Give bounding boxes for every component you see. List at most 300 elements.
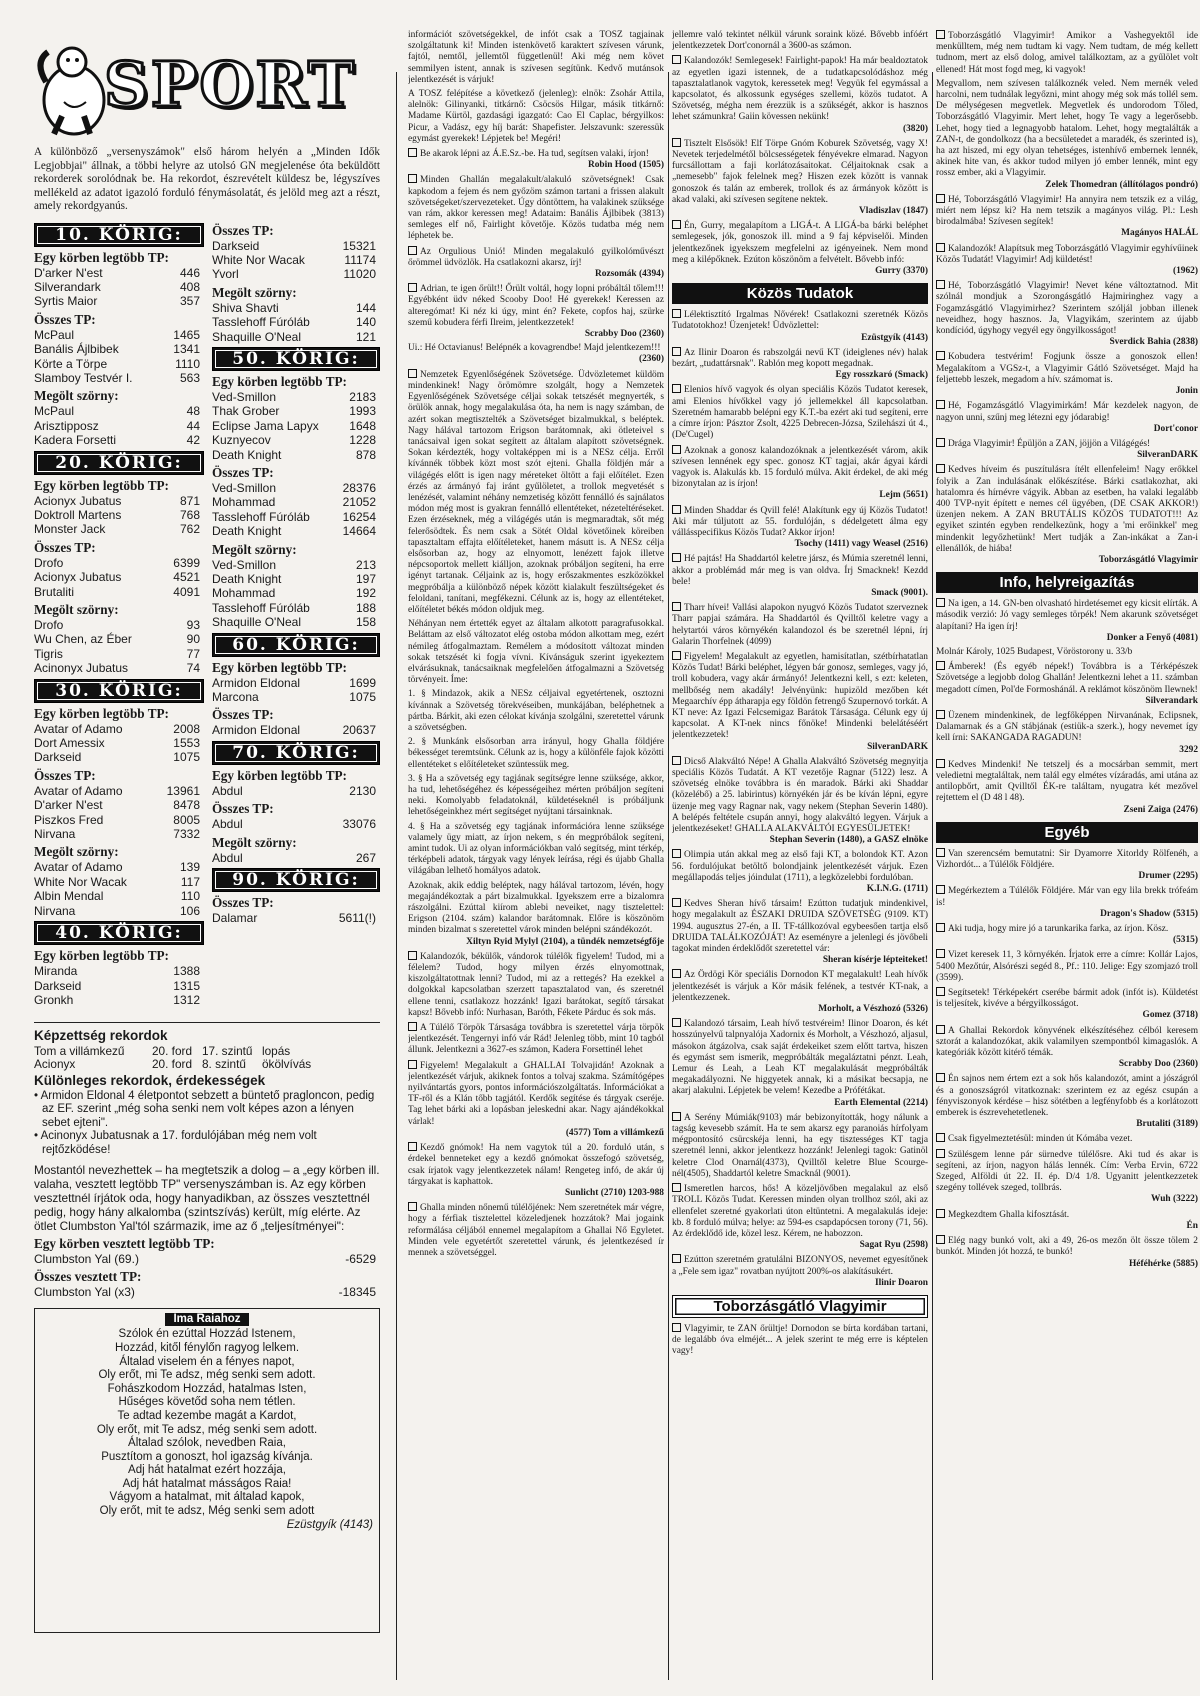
letter-signature: SilveranDARK	[1137, 450, 1198, 461]
sport-header	[34, 30, 380, 142]
letter-item	[408, 774, 664, 819]
record-value: 1553	[173, 736, 200, 751]
letter-text: Nemzetek Egyenlőségének Szövetsége. Üdvözletemet küldöm mindenkinek! Nagy örömömre szolgált, hogy a Nemzetek Egyenlőségének Szövetsége céljai sokak tetszését megnyerték, s örülök annak, hogy megalakulása óta, ha nem is nagy számban, de azért sokan megtisztelték a Szövetséget bizalmukkal, s beléptek. Nagy hálával tartozom Erigson barátomnak, aki ötleteivel s tanácsaival igen sokat segített az általam alapított szövetségnek. Sokan kérdezték, hogy voltaképpen mi is a NESz célja. Erről kívánnék többek közt most szót ejteni. Ghalla földjén már a világégés előtt is igen nagy méreteket öltött a faji előítélet. Ezen érzés az ármányó faj iránt gyűlöletet, a trollok megvetését s lenézését, valamint néhány nemzetiség között fennálló és sajnálatos módon még most is gyakran fennálló ellentéteket, nézeteltéréseket. Ezen érzéseknek, még a világégés után is megmaradtak, sőt még felerősödtek. És nem csak a Sötét Oldal követőinek köreiben tapasztaltam effajta előítéleteket, hanem másutt is. A NESz célja elsősorban az, hogy az elnyomott, lenézett fajok illetve népcsoportok mellett kiálljon, azoknak próbáljon segíteni, ha erre igényt tartanak. Céljaink az is, hogy erőszakmentes eszközökkel megpróbálja a különböző népek között kialakult feszültségeket és feloldani, tanítani, megfékezni. Célunk az is, hogy az ellentéteket, előítéletet békés módon oldjuk meg.	[408, 369, 664, 615]
checkbox-icon	[672, 553, 681, 562]
record-value: 90	[186, 632, 200, 647]
checkbox-icon	[936, 438, 945, 447]
record-name: D'arker N'est	[34, 265, 103, 280]
letter-signature: Toborzásgátló Vlagyimir	[1098, 554, 1198, 565]
record-row	[34, 618, 204, 632]
record-value: 1993	[349, 404, 376, 419]
record-row	[212, 586, 380, 600]
checkbox-icon	[672, 602, 681, 611]
record-value: 117	[180, 874, 200, 889]
record-name: Darkseid	[212, 238, 260, 253]
record-value: 1312	[173, 992, 200, 1007]
letter-item	[408, 174, 664, 242]
record-value: 267	[355, 850, 376, 865]
letter-text: Az Orgulious Unió! Minden megalakuló gyilkolóművészt őrömmel üdvözlök. Ha csatlakozni akarsz, írj!	[408, 246, 664, 268]
letter-item	[936, 400, 1198, 435]
letter-text: Tharr hívei! Vallási alapokon nyugvó Közös Tudatot szerveznek Tharr papjai számára. Ha Shaddartól és Qvilltől keletre vagy a helytartói város környékén kalandozol és be szeretnél lépni, írj Galarin Thorfelnek (4099)	[672, 603, 928, 647]
letter-item	[672, 347, 928, 382]
checkbox-icon	[408, 1142, 417, 1151]
letter-text: Van szerencsém bemutatni: Sir Dyamorre Xitorldy Rölfenéh, a Vizhordót... a Túlélők Földjére.	[936, 848, 1198, 870]
record-name: Abdul	[212, 817, 243, 832]
record-row	[34, 632, 204, 646]
letter-item	[936, 243, 1198, 278]
letter-text: Néhányan nem értették egyet az általam alkotott paragrafusokkal. Beláttam az első változatot elég ostoba módon alkottam meg, ezért némileg átfogalmaztam. Remélem a módosított változat minden sokak tetszését ki fogja vívni. Kívánságuk szerint igyekeztem elvárásuknak, tanácsaiknak megfelelően átfogalmazni a Szövetség törvényeit. Íme:	[408, 619, 664, 686]
record-heading: Összes TP:	[212, 222, 274, 238]
record-row	[212, 404, 380, 418]
record-value: 7332	[173, 827, 200, 842]
poem-line: Általad szólok, nevedben Raia,	[128, 1437, 286, 1450]
letter-item	[936, 661, 1198, 707]
record-name: Arisztipposz	[34, 418, 99, 433]
letter-signature: Héféhérke (5885)	[1129, 1258, 1198, 1269]
letter-item	[408, 689, 664, 734]
letter-text: Minden Ghallán megalakult/alakuló szövetségnek! Csak kapkodom a fejem és nem győzöm számon tartani a frissen alakult szövetségeket/szervezeteket. Úgy döntöttem, ha valakinek szüksége van rám, akkor keressen meg! Adataim: Banális Ájlbibek (3813) semleges elf nő, Fairlight követője. Közös tudatba még nem léphetek be.	[408, 175, 664, 242]
letter-item	[672, 445, 928, 502]
record-value: 140	[355, 315, 376, 330]
letter-item	[408, 1142, 664, 1199]
letter-item	[936, 598, 1198, 644]
record-row: Clumbston Yal (x3) -18345	[34, 1285, 376, 1300]
record-row	[212, 433, 380, 447]
record-name: Nirvana	[34, 827, 76, 842]
record-row	[34, 570, 204, 584]
record-row	[34, 875, 204, 889]
letter-text: Segítsetek! Térképekért cserébe bármit adok (infót is). Küldetést is teljesítek, kivéve a bérgyilkosságot.	[936, 988, 1198, 1010]
record-row	[34, 294, 204, 308]
record-name: White Nor Wacak	[212, 252, 305, 267]
record-name: Thak Grober	[212, 404, 280, 419]
letter-item	[672, 309, 928, 344]
letter-text: Én, Gurry, megalapítom a LIGÁ-t. A LIGÁ-ba bárki beléphet semlegesek, jók, gonoszok ill. mind a 9 faj képviselői. Minden jelentkezőnek igyekszem megfelelni az igényeinek. Nem mond meg a kilépőknek. Ezúton köszönöm a felvételt. Bővebb infó:	[672, 221, 928, 265]
checkbox-icon	[936, 1073, 945, 1082]
record-name: Nirvana	[34, 903, 76, 918]
letter-signature: (1962)	[1173, 266, 1198, 277]
letter-text: Lélektisztító Irgalmas Nővérek! Csatlakozni szeretnék Közös Tudatotokhoz! Üzenjetek! Üdvözlettel:	[672, 310, 928, 332]
record-name: Darkseid	[34, 978, 82, 993]
record-row	[34, 813, 204, 827]
record-row	[34, 371, 204, 385]
letter-item	[936, 464, 1198, 566]
letter-signature: Sheran kísérje lépteiteket!	[822, 955, 928, 966]
letter-text: A Serény Múmiák(9103) már bebizonyították, hogy nálunk a tagság kevesebb számít. Ha te sem akarsz egy paranoiás hírfolyam mégpontosító csürcskéja lenni, ha egy tisztességes KT tagja szeretnél lenni, akkor jelentkezz hozzánk! Jelenlegi tagok: Gatinöl keletre Clod Onarnál(4373), Qvilltől keletre Blue Scourge-nél(4505), Shaddartól keletre Smacknál (9001).	[672, 1112, 928, 1179]
letter-text: Vizet keresek 11, 3 környékén. Írjatok erre a címre: Kollár Lajos, 5400 Mezőtúr, Alsórészi segéd 8., Pf.: 110. Jelige: Egy szomjazó troll (3599).	[936, 950, 1198, 983]
letter-signature: Xiltyn Ryid Mylyl (2104), a tündék nemzetségfője	[466, 936, 664, 947]
troll-mascot-icon	[34, 42, 112, 140]
letter-signature: Scrabby Doo (2360)	[1118, 1059, 1198, 1070]
skill-records	[34, 1028, 380, 1157]
letter-text: Tisztelt Elsősök! Elf Törpe Gnóm Koburek Szövetség, vagy X! Nevetek terjedelmétől bölcsességetek fényévekre elmarad. Nagyon furcsállottam a faji korlátozásaitokat. Céljaitoknak csak a „nemesebb" fajok felelnek meg? Hiszen ezek között is vannak gonoszok és talán az emberek, trollok és az ármányok között is akad valaki, aki szívesen segítene nektek.	[672, 138, 928, 205]
record-value: 16254	[342, 509, 376, 524]
record-name: Ved-Smillon	[212, 389, 277, 404]
record-name: Death Knight	[212, 572, 282, 586]
record-name: Tasslehoff Fúróláb	[212, 315, 310, 330]
record-heading: Összes TP:	[34, 311, 96, 327]
letter-item	[672, 1018, 928, 1109]
record-row	[34, 280, 204, 294]
record-row	[34, 750, 204, 764]
checkbox-icon	[672, 756, 681, 765]
skill-records-title: Képzettség rekordok	[34, 1027, 168, 1043]
checkbox-icon	[936, 194, 945, 203]
sport-intro: A különböző „versenyszámok" első három helyén a „Minden Idők Legjobbjai" állnak, a többi helyre az utolsó GN megjelenése óta beküldött rekorderek sorolódnak be. Ha rekordot, észrevételt küldesz be, légyszíves mellékeld az adatot igazoló forduló fénymásolatát, és jelöld meg azt a részt, amely rekordgyanús.	[34, 146, 380, 212]
letter-signature: Magányos HALÁL	[1121, 228, 1198, 239]
letter-item	[408, 89, 664, 145]
record-value: 28376	[342, 480, 376, 495]
letter-item	[672, 849, 928, 895]
record-heading: Megölt szörny:	[212, 834, 297, 850]
letter-text: Azoknak a gonosz kalandozóknak a jelentkezését várom, akik szívesen lennének egy spec. gonosz KT tagjai, akár ágyai kárdi vagyok is. Alakulás kb. 15 forduló múlva. Akit érdekel, de aki még bizonytalan az is írjon!	[672, 445, 928, 490]
letter-text: Megvallom, nem szívesen találkoznék veled. Nem mernék veled harcolni, nem tudnálak legyőzni, mint ahogy még sok más tollél sem. De mélységesen megvetlek. Megvetlek és undorodom Tőled, Toborzásgátló Vlagyimir. Mert lehet, hogy Te vagy a legerősebb. Lehet, hogy tied a legnagyobb hatalom. Lehet, hogy megtalálták a ZAN-t, de gondolkozz (ha a becsületedet a maradék, és szerinted is), ha azt hiszed, mi egy olyan tehetséges, istenhívő embernek lennék, akinek hite van, és akkor tudod milyen jó ember lennék, mint egy rossz ember, aki a Vlagyimir.	[936, 78, 1198, 179]
letter-item	[408, 951, 664, 1019]
letter-text: Kedves híveim és puszítulásra ítélt ellenfeleim! Nagy erőkkel folyik a Zan indulásának előkészítése. Bárki csatlakozhat, aki hatalomra és hírnévre vágyik. Abban az esetben, ha valaki legalább 400 TVP-nyit épített e nemes cél ügyében, (DE CSAK AKKOR!) üzenjen nekem. A ZAN BRUTÁLIS KÖZÖS TUDATOT!!! Az egyiket szintén egyben rendelkezünk, hogy a 'mi erőinkkel' meg mindenkit legyőzhetünk! Mert tudják a Zan-inkákat a Zan-i ellenállók, de hiába!	[936, 465, 1198, 554]
letter-text: Kobudera testvérim! Fogjunk össze a gonoszok ellen! Megalakítom a VGSz-t, a Vlagyimir Gátló Szövetséget. Majd ha feljettebb leszek, megadom a hív. számomat is.	[936, 352, 1198, 385]
record-name: McPaul	[34, 404, 75, 419]
letter-item	[672, 1112, 928, 1180]
record-name: Albin Mendal	[34, 889, 104, 904]
checkbox-icon	[672, 309, 681, 318]
record-row	[212, 601, 380, 615]
record-row	[212, 390, 380, 404]
checkbox-icon	[936, 280, 945, 289]
record-name: Doktroll Martens	[34, 507, 122, 522]
letter-signature: (4577) Tom a villámkezű	[565, 1127, 664, 1138]
record-heading: Megölt szörny:	[212, 284, 297, 300]
record-row	[212, 723, 380, 737]
letter-item	[672, 602, 928, 648]
record-value: 14664	[342, 524, 376, 539]
poem-line: Fohászkodom Hozzád, hatalmas Isten,	[107, 1382, 307, 1395]
checkbox-icon	[672, 1323, 681, 1332]
skill-row	[34, 1045, 380, 1058]
record-name: Armidon Eldonal	[212, 675, 301, 690]
record-value: 74	[186, 661, 200, 676]
record-row	[212, 690, 380, 704]
letter-signature: 3292	[1179, 744, 1198, 755]
record-row: Clumbston Yal (69.) -6529	[34, 1251, 376, 1266]
section-header: Info, helyreigazítás	[936, 572, 1198, 593]
checkbox-icon	[408, 148, 417, 157]
poem-line: Általad viselem én a fényes napot,	[119, 1355, 295, 1368]
record-value: 768	[179, 507, 200, 522]
record-value: 20637	[342, 723, 376, 738]
letter-item	[672, 553, 928, 599]
checkbox-icon	[936, 464, 945, 473]
letter-item	[936, 759, 1198, 816]
record-value: 48	[186, 404, 200, 419]
record-name: Yvorl	[212, 267, 239, 282]
record-row	[212, 239, 380, 253]
letter-text: Hé pajtás! Ha Shaddartól keletre jársz, és Múmia szeretnél lenni, akkor a problémád már meg is van oldva. Írj Smacknek! Kezdd bele!	[672, 554, 928, 587]
checkbox-icon	[936, 759, 945, 768]
record-name: Tasslehoff Fúróláb	[212, 600, 310, 615]
letter-signature: Sunlicht (2710) 1203-988	[565, 1187, 664, 1198]
record-row	[34, 964, 204, 978]
letter-text: Az Ilinir Doaron és rabszolgái nevű KT (ideiglenes név) halak bezárt, „tudattársnak". Rablón meg kopott megadnak.	[672, 347, 928, 370]
letter-signature: (5315)	[1173, 935, 1198, 946]
letter-item	[672, 30, 928, 52]
letter-signature: (2360)	[639, 354, 664, 365]
checkbox-icon	[936, 1235, 945, 1244]
letter-signature: Zseni Zaiga (2476)	[1123, 804, 1198, 815]
record-value: 188	[355, 600, 376, 615]
records-grid	[34, 220, 380, 1017]
checkbox-icon	[672, 55, 681, 64]
record-row	[34, 722, 204, 736]
checkbox-icon	[672, 138, 681, 147]
record-row	[212, 253, 380, 267]
record-value: 1075	[349, 690, 376, 705]
record-value: 106	[179, 903, 200, 918]
letter-signature: Ezüstgyík (4143)	[861, 332, 928, 343]
letter-item	[672, 384, 928, 441]
record-heading: Összes TP:	[34, 539, 96, 555]
record-value: 4091	[173, 584, 200, 599]
letters-column-3	[936, 30, 1198, 1680]
poem-line: Oly erőt, mit Te adsz, még senki sem adott.	[96, 1423, 318, 1436]
letter-signature: Brutaliti (3189)	[1136, 1119, 1198, 1130]
record-value: 762	[179, 522, 200, 537]
letter-signature: Egy rosszkaró (Smack)	[835, 370, 928, 381]
record-row	[34, 993, 204, 1007]
letter-signature: Gomez (3718)	[1142, 1010, 1198, 1021]
record-row	[212, 315, 380, 329]
record-name: Eclipse Jama Lapyx	[212, 418, 319, 433]
letter-text: Molnár Károly, 1025 Budapest, Vöröstorony u. 33/b	[936, 646, 1133, 657]
column-divider	[932, 72, 933, 1680]
letter-item	[936, 1209, 1198, 1232]
record-value: 6399	[173, 555, 200, 570]
checkbox-icon	[672, 1254, 681, 1263]
letter-text: Ghalla minden nőnemű túlélőjének: Nem szeretnétek már végre, hogy a férfiak tisztelettel közeledjenek hozzátok? Mai jogaink reformálása céljából ennemel megalapítom a Ghallai Nő Egyletet. Minden vele egyetértőt szeretettel várunk, és jelentkezésed ír mennek a szövetséggel.	[408, 1203, 664, 1258]
poem-line: Szólok én ezúttal Hozzád Istenem,	[118, 1328, 296, 1341]
skill-cell: lopás	[262, 1043, 291, 1058]
record-value: 44	[186, 418, 200, 433]
letter-text: Csak figyelmeztetésül: minden út Kómába vezet.	[948, 1134, 1133, 1145]
record-value: 5611(!)	[338, 911, 376, 926]
record-value: 42	[186, 433, 200, 448]
record-name: Wu Chen, az Éber	[34, 632, 132, 647]
checkbox-icon	[408, 1022, 417, 1031]
checkbox-icon	[408, 283, 417, 292]
record-heading: Megölt szörny:	[34, 388, 119, 404]
record-row	[212, 784, 380, 798]
letter-signature: Lejm (5651)	[879, 490, 928, 501]
record-value: 11174	[344, 252, 376, 267]
letter-item	[936, 647, 1198, 658]
checkbox-icon	[672, 220, 681, 229]
round-band: 60. KÖRIG:	[212, 633, 380, 657]
checkbox-icon	[936, 1149, 945, 1158]
record-name: Dort Amessix	[34, 736, 105, 751]
letter-text: Elég nagy bunkó volt, aki a 49, 26-os mezőn ölt össze tölem 2 bunkót. Minden jót hozzá, te bunkó!	[936, 1236, 1198, 1258]
checkbox-icon	[936, 400, 945, 409]
checkbox-icon	[408, 1060, 417, 1069]
poem-line: Te adtad kezembe magát a Kardot,	[117, 1409, 297, 1422]
letter-text: 2. § Munkánk elsősorban arra irányul, hogy Ghalla földjére békességet teremtsünk. Célunk az is, hogy a különféle fajok közötti ellentéteket s előítéleteket szüntessük meg.	[408, 737, 664, 770]
record-heading: Egy körben legtöbb TP:	[34, 705, 169, 721]
letter-signature: Dragon's Shadow (5315)	[1100, 908, 1198, 919]
letter-item	[408, 369, 664, 616]
record-name: Slamboy Testvér I.	[34, 370, 133, 385]
checkbox-icon	[672, 505, 681, 514]
record-name: Piszkos Fred	[34, 812, 104, 827]
letter-text: Kedves Sheran hívő társaim! Ezútton tudatjuk mindenkivel, hogy megalakult az ÉSZAKI DRUIDA SZÖVETSÉG (9109. KT) 1994. augusztus 27-én, a II. TF-tállkozóval egybeesően tartja első DRUIDA TALÁLKOZÓJÁT! Az eseményre a jelenlegi és jövőbeli tagokat minden érdeklődőt szeretettel vár:	[672, 899, 928, 955]
letter-item	[672, 55, 928, 134]
poem-line: Pusztítom a gonoszt, hol igazság kívánja.	[101, 1450, 313, 1463]
record-value: 13961	[166, 783, 200, 798]
letter-signature: Morholt, a Vészhozó (5326)	[818, 1004, 928, 1015]
record-value: 121	[355, 329, 376, 344]
poem-signature: Ezüstgyík (4143)	[286, 1518, 373, 1531]
round-band: 50. KÖRIG:	[212, 347, 380, 371]
record-name: White Nor Wacak	[34, 874, 127, 889]
letter-item	[936, 923, 1198, 946]
record-name: Marcona	[212, 690, 259, 705]
checkbox-icon	[936, 598, 945, 607]
letter-text: Kalandozó társaim, Leah hívő testvéreim! Ilinor Doaron, és két hosszúnyelvű talpnyalója Xadornix és Morholt, a Vészhozó, aljasul, másokon átgázolva, csak saját érdekeiket szem előtt tartva, hiszen és egymást sem ismerik, megpróbálták megaláztatni pénzt. Leah, Lemur és Leah, a Leah KT megalakulását megpróbálták megakadályozni. Ne higgyetek annak, ki a másikat becsapja, ne akarj alakulni. Lépjetek be velem! Kezedbe a Prófétákat.	[672, 1019, 928, 1097]
letter-signature: Silverandark	[1145, 695, 1198, 706]
letter-item	[408, 881, 664, 948]
record-row	[34, 419, 204, 433]
record-row	[212, 817, 380, 831]
record-value: 1075	[173, 750, 200, 765]
record-name: Avatar of Adamo	[34, 721, 123, 736]
letter-text: Ezútton szeretném gratulálni BIZONYOS, nevemet egyesítőnek a „Fele sem igaz" rovatban nyújtott 200%-os alakításukért.	[672, 1255, 928, 1277]
record-row	[34, 433, 204, 447]
record-heading: Egy körben legtöbb TP:	[34, 249, 169, 265]
sport-column	[34, 30, 380, 1680]
poem-line: Oly erőt, mit te adsz, Még senki sem adott	[99, 1505, 315, 1518]
checkbox-icon	[672, 1112, 681, 1121]
checkbox-icon	[936, 923, 945, 932]
letter-signature: Dort'conor	[1153, 423, 1198, 434]
record-row	[212, 558, 380, 572]
letter-item	[672, 969, 928, 1015]
letter-signature: Zelek Thomedran (állítólagos pondró)	[1045, 179, 1198, 190]
letter-text: Hé, Fogamzásgátló Vlagyimirkám! Már kezdelek nagyon, de nagyon unni, szűnj meg létezni egy jódarabig!	[936, 401, 1198, 423]
poem-line: Oly erőt, mi Te adsz, még senki sem adott.	[98, 1369, 316, 1382]
section-header: Toborzásgátló Vlagyimir	[672, 1295, 928, 1318]
letter-text: Hé, Toborzásgátló Vlagyimir! Nevet kéne változtatnod. Mit szólnál mondjuk a Szorongásgátló Hajmiringhez vagy a Fogamzásgátló Vlagyimirhez? Szerintem szóljál jobban illenek neveidhez, hogy hasznos. Ja, Vlagyikám, szerintem az újabb kondíciód, úgyhogy vegyél egy öngyilkosságot!	[936, 281, 1198, 337]
poem-line: Adj hát hatalmat ezért hozzája,	[128, 1464, 286, 1477]
checkbox-icon	[672, 1183, 681, 1192]
record-row	[34, 647, 204, 661]
letter-item	[672, 1323, 928, 1358]
checkbox-icon	[936, 710, 945, 719]
letter-text: Toborzásgátló Vlagyimir! Amikor a Vashegyektől ide menkülltem, még nem tudtam ki vagy. Nem tudtam, de még kellett tudnom, mert az első dolog, amivel találkoztam, az a gyűlölet volt ellened! Hát most fogd meg, ki vagyok!	[936, 31, 1198, 75]
record-name: Acinonyx Jubatus	[34, 661, 129, 676]
record-heading: Megölt szörny:	[34, 844, 119, 860]
letter-item	[408, 343, 664, 365]
letter-text: A Ghallai Rekordok könyvének elkészítéséhez célból keresem sztorát a kalandozókat, akik valamilyen szempontból kimagaslók. A kategóriák között kitérő témák.	[936, 1025, 1198, 1059]
skill-cell: ökölvívás	[262, 1056, 312, 1071]
record-name: Death Knight	[212, 524, 282, 539]
record-row	[34, 736, 204, 750]
letter-text: Ismeretlen harcos, hős! A közeljövőben megalakul az első TROLL Közös Tudat. Keressen minden olyan trollhoz szól, aki az ellenfelet szeretné gyakorlati úton eltüntetni. A megalakulás ideje: kb. 8 forduló múlva; helye: az 594-es csapdapócsen torony (71, 56). Az érdeklődő ide, közel lesz. Kérem, ne habozzon.	[672, 1184, 928, 1239]
record-name: McPaul	[34, 327, 75, 342]
letter-text: Kedves Mindenki! Ne tetszelj és a mocsárban semmit, mert veledietni megtaláltak, nem talál egy elmétes vízáradás, ami utána az antilopbőrt, amit Qvilltől ÉK-re találtam, nyugatra két mezővel rejtettem el (D 48 l 48).	[936, 759, 1198, 804]
checkbox-icon	[408, 369, 417, 378]
record-value: 93	[186, 618, 200, 632]
record-name: Drofo	[34, 555, 64, 570]
record-row	[212, 301, 380, 315]
letter-item	[672, 220, 928, 277]
letter-item	[408, 737, 664, 771]
letter-text: Kalandozók! Semlegesek! Fairlight-papok! Ha már bealdoztatok az egyetlen igazi istennek, de a tudatkapcsolódáshoz még tapasztalatlanok vagytok, keressetek meg! Vegyük fel egymással a kapcsolatot, és alkossunk egységes szellemi, közös tudatot. A Szövetség, mégha nem érezzük is a szükségét, akkor is hasznos lehet számunkra! Gaiin kövessen nekünk!	[672, 56, 928, 123]
record-name: Avatar of Adamo	[34, 860, 123, 875]
checkbox-icon	[936, 987, 945, 996]
letter-text: Szülésgem lenne pár sürnedve túlélősre. Aki tud és akar is segíteni, az írjon, nagyon hálás lennék. Cím: Verba Ervin, 6722 Szeged, Alföldi út 22. II. ép. D/4 1/8. Ugyanitt jelentkezzetek szegény tollévek szeged, tollbrás.	[936, 1149, 1198, 1194]
record-value: 1110	[175, 356, 200, 371]
letter-text: információt szövetségekkel, de infót csak a TOSZ tagjainak szolgáltatunk ki! Minden istenkövető karaktert szívesen várunk, fajtól, nemtől, jellemtől függetlenül! Aki még nem követ semmilyen istent, annak is szívesen segítünk. Kedvő mutánsok jelentkezését is várjuk!	[408, 30, 664, 85]
special-record-item: • Acinonyx Jubatusnak a 17. fordulójában még nem volt rejtőzködése!	[34, 1130, 317, 1156]
checkbox-icon	[672, 651, 681, 660]
record-row	[212, 615, 380, 629]
letter-item	[408, 1202, 664, 1259]
letter-text: jellemre való tekintet nélkül várunk soraink közé. Bővebb infóért jelentkezzetek Dort'conornál a 3600-as számon.	[672, 30, 928, 52]
letter-text: Kalandozók! Alapítsuk meg Toborzásgátló Vlagyimir egyhívűinek Közös Tudatát! Vlagyimir! Adj küldetést!	[936, 243, 1198, 265]
checkbox-icon	[936, 848, 945, 857]
record-value: 15321	[342, 238, 376, 253]
poem-line: Vágyom a hatalmat, mit általad kapok,	[109, 1491, 305, 1504]
letter-text: Vlagyimir, te ZAN őrültje! Dornodon se bírta kordában tartani, de legalább óva elméjét... A jelek szerint te még erre is képtelen vagy!	[672, 1323, 928, 1357]
record-name: Miranda	[34, 964, 78, 979]
section-header: Közös Tudatok	[672, 283, 928, 304]
letter-text: Be akarok lépni az Á.E.Sz.-be. Ha tud, segítsen valaki, írjon!	[420, 149, 649, 160]
record-value: 1341	[173, 342, 200, 357]
checkbox-icon	[936, 885, 945, 894]
letter-signature: Stephan Severin (1480), a GASZ elnöke	[769, 835, 928, 846]
record-heading: Egy körben legtöbb TP:	[34, 477, 169, 493]
record-value: 1465	[173, 327, 200, 342]
letter-item	[672, 1183, 928, 1251]
record-name: Drofo	[34, 618, 64, 632]
letter-item	[936, 438, 1198, 461]
column-divider	[396, 72, 397, 1680]
newspaper-page	[18, 30, 1198, 1680]
record-value: 1228	[349, 433, 376, 448]
record-name: Banális Ájlbibek	[34, 342, 119, 357]
letter-text: Na igen, a 14. GN-ben olvasható hirdetésemet egy kicsit elírták. A második verzió: Jó vagy semleges törpék! Nem akarunk szövetséget alapítani? Ha igen írj!	[936, 599, 1198, 632]
record-row	[212, 524, 380, 538]
letter-text: Dicső Alakváltó Népe! A Ghalla Alakváltó Szövetség megnyitja speciális Közös Tudatát. A KT vezetője Ragnar (5122) lesz. A szövetség elnöke továbbra is én maradok. Bárki aki Shaddar (közelébő) a 25. labirintus) környékén jár és be kíván lépni, egyre üzenje meg vagy Ragnar nak, vagy nekem (Stephan Severin 1480). A belépés feltétele csupán annyi, hogy alakváltó legyen. Várjuk a jelentkezéseket! GHALLA ALAKVÁLTÓI EGYESÜLJETEK!	[672, 756, 928, 834]
letter-signature: Scrabby Doo (2360)	[584, 329, 664, 340]
record-name: Kuznyecov	[212, 433, 271, 448]
letter-signature: Wuh (3222)	[1151, 1194, 1198, 1205]
record-row	[212, 676, 380, 690]
record-row	[34, 266, 204, 280]
record-name: Abdul	[212, 850, 243, 865]
letter-signature: Rozsomák (4394)	[594, 269, 664, 280]
checkbox-icon	[672, 384, 681, 393]
record-row	[34, 404, 204, 418]
section-header: Egyéb	[936, 822, 1198, 843]
record-row	[34, 798, 204, 812]
record-name: Armidon Eldonal	[212, 723, 301, 738]
record-value: 2183	[349, 389, 376, 404]
record-name: Silverandark	[34, 279, 101, 294]
round-band: 90. KÖRIG:	[212, 868, 380, 892]
divider	[34, 1022, 380, 1023]
skill-cell: 8. szintű	[202, 1056, 246, 1071]
record-row	[212, 330, 380, 344]
checkbox-icon	[408, 174, 417, 183]
record-value: 1388	[173, 964, 200, 979]
